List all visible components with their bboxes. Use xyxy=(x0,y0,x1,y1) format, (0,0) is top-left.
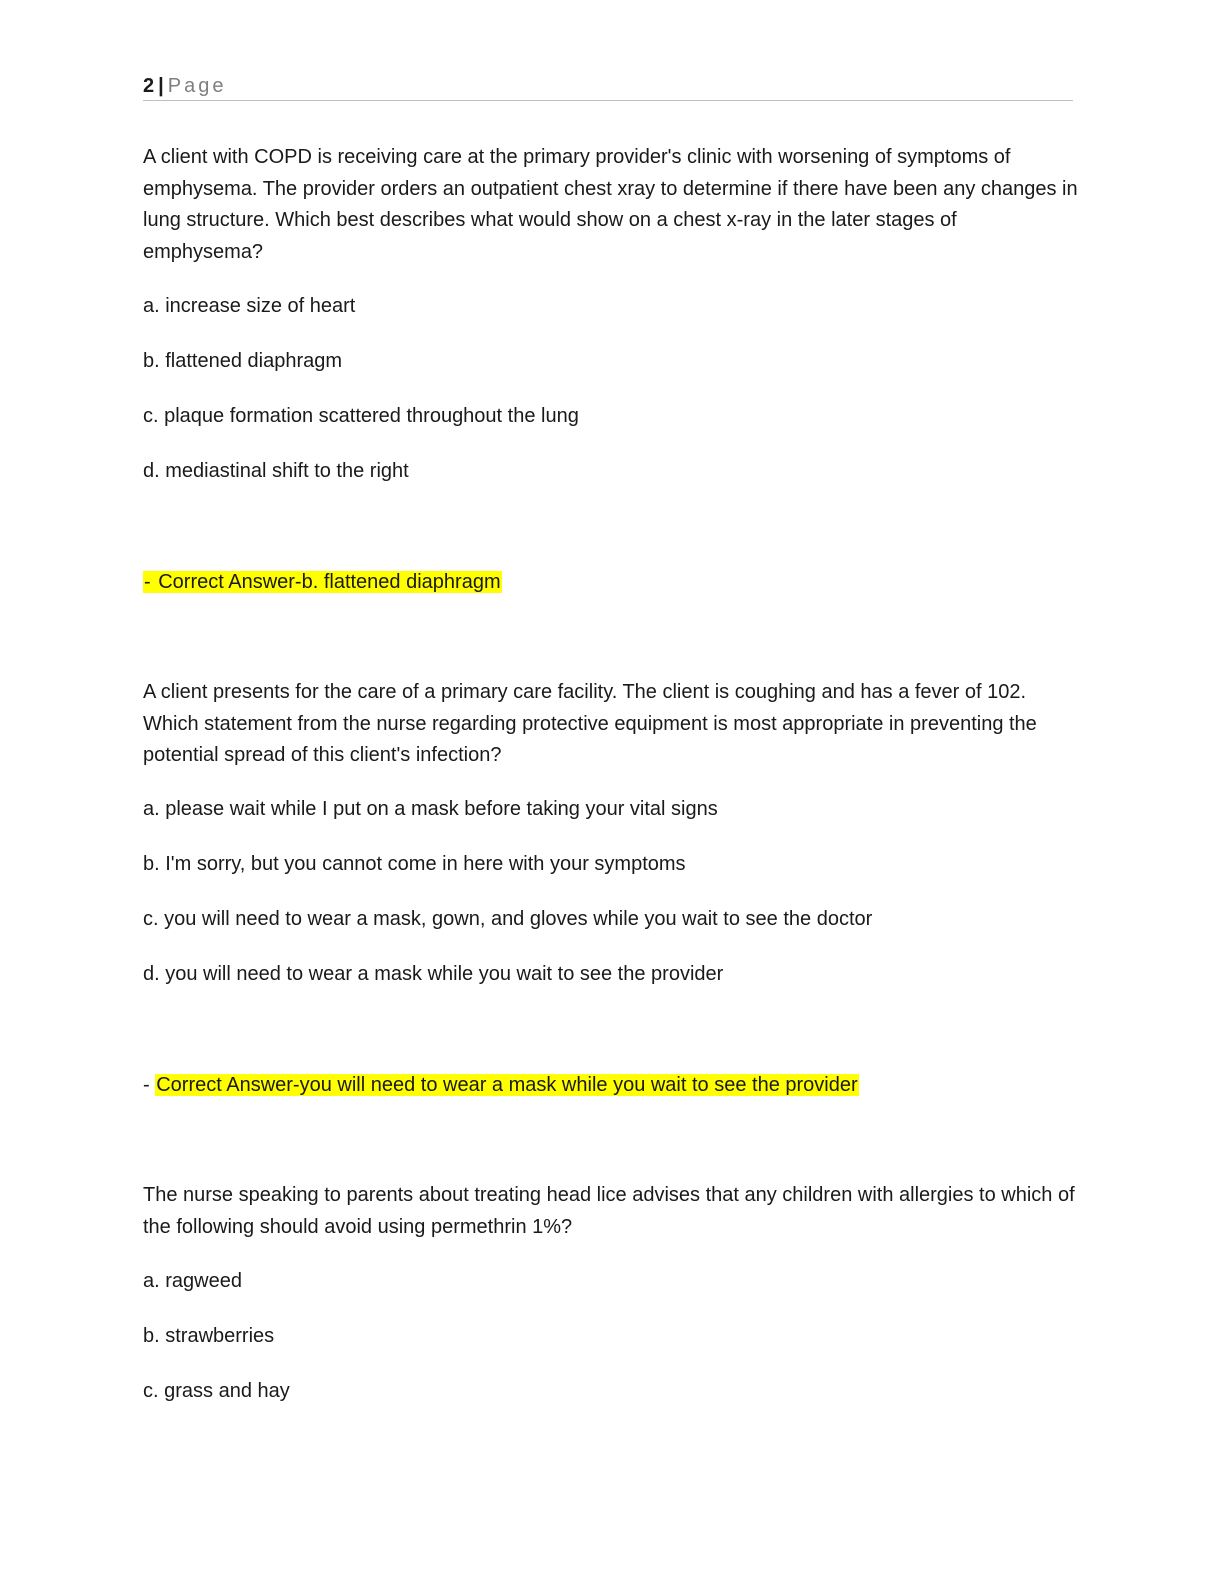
question-3-option-c: c. grass and hay xyxy=(143,1380,290,1402)
question-3-option-a: a. ragweed xyxy=(143,1270,242,1292)
question-2-option-c: c. you will need to wear a mask, gown, and gloves while you wait to see the doctor xyxy=(143,908,873,930)
question-2-option-b: b. I'm sorry, but you cannot come in here with your symptoms xyxy=(143,853,686,875)
question-2-option-d: d. you will need to wear a mask while you wait to see the provider xyxy=(143,963,724,985)
correct-answer-highlight: Correct Answer-you will need to wear a mask while you wait to see the provider xyxy=(156,1074,858,1096)
question-2-answer xyxy=(143,1071,859,1099)
page-label: Page xyxy=(167,75,227,97)
page-header xyxy=(143,72,1073,101)
question-1-option-d: d. mediastinal shift to the right xyxy=(143,460,409,482)
question-3-option-b: b. strawberries xyxy=(143,1325,275,1347)
question-1-option-a: a. increase size of heart xyxy=(143,295,356,317)
page-separator: | xyxy=(158,75,164,97)
question-1-option-b: b. flattened diaphragm xyxy=(143,350,343,372)
page-number: 2 xyxy=(143,75,155,97)
question-3-text: The nurse speaking to parents about treating head lice advises that any children with allergies to which of the following should avoid using permethrin 1%? xyxy=(143,1184,1075,1238)
question-1-option-c: c. plaque formation scattered throughout the lung xyxy=(143,405,579,427)
question-1-answer xyxy=(143,568,502,596)
question-2-text: A client presents for the care of a primary care facility. The client is coughing and has a fever of 102. Which statement from the nurse regarding protective equipment is most appropriate in preventing the potential spread of this client's infection? xyxy=(143,681,1037,766)
question-1-text: A client with COPD is receiving care at the primary provider's clinic with worsening of symptoms of emphysema. The provider orders an outpatient chest xray to determine if there have been any changes in lung structure. Which best describes what would show on a chest x-ray in the later stages of emphysema? xyxy=(143,146,1078,263)
answer-prefix: - xyxy=(144,571,157,593)
correct-answer-highlight: Correct Answer-b. flattened diaphragm xyxy=(158,571,501,593)
question-2-option-a: a. please wait while I put on a mask before taking your vital signs xyxy=(143,798,718,820)
answer-prefix: - xyxy=(143,1074,156,1096)
